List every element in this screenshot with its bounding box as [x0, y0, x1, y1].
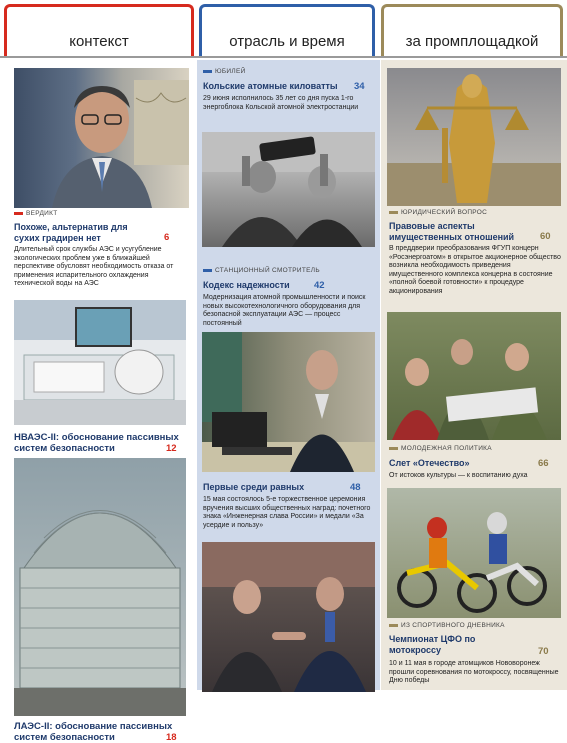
legal-title[interactable]: Правовые аспекты имущественных отношений — [389, 221, 515, 242]
station-rubric: СТАНЦИОННЫЙ СМОТРИТЕЛЬ — [203, 267, 320, 274]
codex-text: Модернизация атомной промышленности и поиск новых высокотехнологичного оборудования для безопасной эксплуатации АЭС — процесс постоянный — [203, 294, 366, 327]
verdict-rubric: ВЕРДИКТ — [14, 210, 58, 217]
codex-page: 42 — [314, 280, 325, 291]
motocross-photo — [387, 488, 561, 618]
kola-text: 29 июня исполнилось 35 лет со дня пуска 1-го энергоблока Кольской атомной электростанции — [203, 95, 359, 111]
legal-rubric: ЮРИДИЧЕСКИЙ ВОПРОС — [389, 209, 487, 216]
column-industry-time — [197, 60, 380, 690]
tab-context[interactable] — [4, 4, 194, 56]
legal-text: В преддверии преобразования ФГУП концерн «Росэнергоатом» в открытое акционерное общество возникла необходимость приведения имущественного комплекса концерна в состояние «полной боевой готовности» к процедуре акционирования — [389, 245, 561, 295]
kola-celebration-photo — [202, 132, 375, 247]
cfo-page: 70 — [538, 646, 549, 657]
nvaes-title[interactable]: НВАЭС-II: обоснование пассивных систем безопасности — [14, 432, 179, 454]
youth-rubric: МОЛОДЕЖНАЯ ПОЛИТИКА — [389, 445, 492, 452]
tab-beyond-site[interactable] — [381, 4, 563, 56]
themis-statue-photo — [387, 68, 561, 206]
jubilee-rubric: ЮБИЛЕЙ — [203, 68, 246, 75]
sport-rubric: ИЗ СПОРТИВНОГО ДНЕВНИКА — [389, 622, 505, 629]
tab-baseline — [0, 56, 567, 58]
laes-page: 18 — [166, 732, 177, 743]
tab-beyond-site-label: за промплощадкой — [405, 33, 539, 50]
engineer-at-computer-photo — [202, 332, 375, 472]
codex-title[interactable]: Кодекс надежности — [203, 280, 290, 290]
award-ceremony-photo — [202, 542, 375, 692]
laes-title[interactable]: ЛАЭС-II: обоснование пассивных систем безопасности — [14, 721, 173, 743]
verdict-title[interactable]: Похоже, альтернатив для сухих градирен нет — [14, 222, 128, 243]
tab-context-label: контекст — [69, 33, 129, 50]
first-text: 15 мая состоялось 5-е торжественное церемония вручения высших общественных наград: почетного знака «Инженерная слава России» и медали «За усердие и пользу» — [203, 496, 371, 529]
cfo-title[interactable]: Чемпионат ЦФО по мотокроссу — [389, 634, 476, 655]
cfo-text: 10 и 11 мая в городе атомщиков Нововоронеж прошли соревнования по мотокроссу, посвященные Дню победы — [389, 660, 559, 685]
kola-title[interactable]: Кольские атомные киловатты — [203, 81, 338, 91]
first-page: 48 — [350, 482, 361, 493]
legal-page: 60 — [540, 231, 551, 242]
portrait-photo — [14, 68, 189, 208]
slet-text: От истоков культуры — к воспитанию духа — [389, 472, 528, 479]
column-beyond-site — [381, 60, 567, 690]
tab-industry-time[interactable] — [199, 4, 375, 56]
npp-model-photo — [14, 300, 186, 425]
verdict-page: 6 — [164, 232, 170, 243]
nvaes-page: 12 — [166, 443, 177, 454]
first-title[interactable]: Первые среди равных — [203, 482, 305, 492]
tab-industry-time-label: отрасль и время — [229, 33, 345, 50]
slet-page: 66 — [538, 458, 549, 469]
dome-construction-photo — [14, 458, 186, 716]
column-context — [0, 60, 196, 743]
kola-page: 34 — [354, 81, 365, 92]
youth-group-photo — [387, 312, 561, 440]
verdict-text: Длительный срок службы АЭС и усугубление экологических проблем уже в ближайшей перспективе обусловят необходимость отказа от применения испарительного охлаждения технической воды на АЭС — [14, 246, 174, 288]
slet-title[interactable]: Слет «Отечество» — [389, 458, 470, 468]
